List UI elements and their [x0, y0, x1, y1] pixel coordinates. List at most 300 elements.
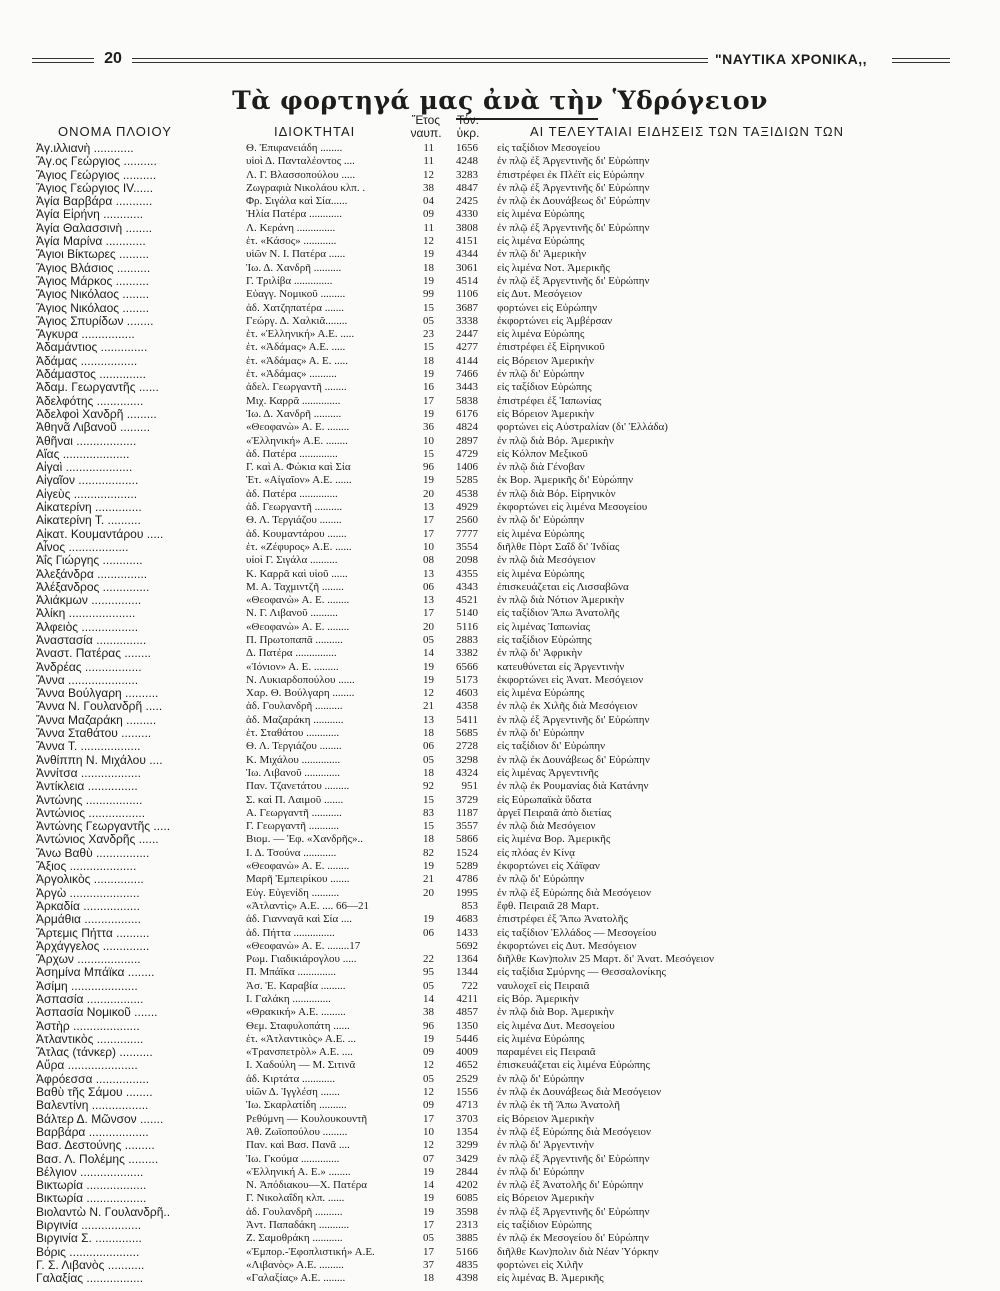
tonnage: 2425 — [456, 195, 478, 208]
tonnage: 1524 — [456, 846, 478, 859]
owner-name: ἑτ. «Ἀδάμας» .......... — [246, 368, 337, 381]
table-row — [0, 1246, 1000, 1259]
voyage-news: εἰς Βόρειον Ἀμερικὴν — [497, 1112, 594, 1125]
owner-name: Ι. Δ. Τσούνα ............ — [246, 846, 337, 859]
ship-name: Ἅγιοι Βίκτωρες ......... — [36, 247, 150, 262]
owner-name: Ι. Γαλάκη .............. — [246, 993, 331, 1005]
tonnage: 1433 — [456, 926, 478, 939]
voyage-news: εἰς Βόρειον Ἀμερικὴν — [497, 1192, 594, 1205]
table-row — [0, 1139, 1000, 1152]
tonnage: 2313 — [456, 1219, 478, 1232]
table-row — [0, 1073, 1000, 1086]
owner-name: υἱοὶ Γ. Σιγάλα .......... — [246, 554, 338, 567]
voyage-news: φορτώνει εἰς Εὐρώπην — [497, 301, 598, 314]
build-year: 15 — [423, 793, 434, 806]
build-year: 16 — [423, 381, 434, 394]
table-row — [0, 355, 1000, 368]
table-row — [0, 368, 1000, 381]
owner-name: Π. Μπάϊκα .............. — [246, 966, 336, 979]
voyage-news: ἐν πλῷ δι' Εὐρώπην — [497, 368, 585, 381]
tonnage: 853 — [461, 899, 478, 912]
owner-name: ἑτ. «Ἑλληνική» Α.Ε. ..... — [246, 328, 355, 341]
owner-name: «Λιβανὸς» Α.Ε. ......... — [246, 1258, 344, 1271]
table-row — [0, 594, 1000, 607]
table-row — [0, 155, 1000, 168]
voyage-news: εἰς ταξίδιον Ἄπω Ἀνατολῆς — [497, 607, 620, 620]
build-year: 13 — [423, 713, 434, 726]
owner-name: ἀδ. Γιανναγᾶ καὶ Σία .... — [246, 913, 353, 926]
table-row — [0, 953, 1000, 966]
voyage-news: ἐν πλῷ διὰ Γένοβαν — [497, 461, 585, 474]
ship-name: Ἀλφειὸς ................. — [36, 619, 139, 634]
tonnage: 3598 — [456, 1205, 478, 1218]
owner-name: Φρ. Σιγάλα καὶ Σία...... — [246, 195, 348, 208]
tonnage: 1364 — [456, 953, 478, 966]
owner-name: Μ. Α. Ταχμιντζῆ ........ — [246, 580, 344, 593]
voyage-news: ἔφθ. Πειραιᾶ 28 Μαρτ. — [497, 899, 599, 912]
owner-name: ἀδ. Μαζαράκη ........... — [246, 713, 344, 726]
ship-name: Ἀντώνης Γεωργαντῆς ..... — [36, 819, 171, 834]
ship-name: Ἀτλαντικὸς .............. — [36, 1031, 144, 1046]
table-row — [0, 767, 1000, 780]
owner-name: ἀδελ. Γεωργαντῆ ........ — [246, 381, 347, 394]
ship-name: Αὔρα ..................... — [36, 1058, 138, 1073]
table-row — [0, 248, 1000, 261]
build-year: 17 — [423, 607, 434, 620]
owner-name: Χαρ. Θ. Βούλγαρη ........ — [246, 687, 355, 700]
voyage-news: κατευθύνεται εἰς Ἀργεντινὴν — [497, 660, 625, 673]
voyage-news: ἐκφορτώνει εἰς Ἀνατ. Μεσόγειον — [497, 673, 644, 686]
ship-name: Ἀδάμαστος .............. — [36, 367, 146, 382]
tonnage: 1187 — [456, 806, 478, 819]
ship-name: Βικτωρία .................. — [36, 1178, 147, 1193]
owner-name: ἑτ. «Ἀδάμας» Α.Ε. ..... — [246, 341, 346, 354]
tonnage: 3382 — [456, 647, 478, 660]
build-year: 14 — [423, 647, 434, 660]
voyage-news: εἰς Βόρ. Ἀμερικὴν — [497, 993, 579, 1005]
ship-name: Ἄρχων ................... — [36, 952, 141, 967]
build-year: 15 — [423, 301, 434, 314]
tonnage: 1344 — [456, 966, 478, 979]
owner-name: ἀδ. Πατέρα .............. — [246, 487, 338, 500]
table-row — [0, 222, 1000, 235]
tonnage: 4514 — [456, 274, 478, 287]
build-year: 96 — [423, 1019, 434, 1032]
owner-name: Λ. Γ. Βλασσοπούλου ..... — [246, 168, 356, 181]
build-year: 19 — [423, 673, 434, 686]
ship-name: Ἀργολικὸς ............... — [36, 872, 144, 887]
voyage-news: ἐκφορτώνει εἰς λιμένα Μεσογείου — [497, 501, 648, 514]
owner-name: Ἰω. Δ. Χανδρῆ .......... — [246, 261, 342, 274]
tonnage: 2844 — [456, 1165, 478, 1178]
voyage-news: εἰς ταξίδιον Μεσογείου — [497, 142, 601, 154]
voyage-news: ἐν πλῷ ἐξ Ἀργεντινῆς δι' Εὐρώπην — [497, 155, 650, 168]
table-row — [0, 235, 1000, 248]
voyage-news: εἰς ταξίδιον Ἑλλάδος — Μεσογείου — [497, 926, 657, 939]
owner-name: «Θεοφανὼ» Α. Ε. ........ — [246, 860, 350, 873]
owner-name: ἀδ. Γουλανδρῆ .......... — [246, 1205, 343, 1218]
tonnage: 5866 — [456, 833, 478, 846]
ship-name: Αἰγαὶ .................... — [36, 460, 133, 475]
build-year: 17 — [423, 527, 434, 540]
owner-name: Θεμ. Σταφυλοπάτη ...... — [246, 1019, 350, 1032]
build-year: 19 — [423, 860, 434, 873]
owner-name: ἀδ. Πήττα ............... — [246, 926, 335, 939]
table-row — [0, 687, 1000, 700]
ship-name: Αἶνος .................. — [36, 539, 129, 554]
tonnage: 1995 — [456, 886, 478, 899]
tonnage: 4929 — [456, 501, 478, 514]
table-row — [0, 501, 1000, 514]
build-year: 37 — [423, 1258, 434, 1271]
build-year: 19 — [423, 1192, 434, 1205]
ship-name: Βόρις ..................... — [36, 1244, 140, 1259]
table-row — [0, 1126, 1000, 1139]
ship-name: Ἄννα Ν. Γουλανδρῆ ..... — [36, 699, 163, 714]
table-row — [0, 528, 1000, 541]
voyage-news: ἐν πλῷ δι' Ἀμερικὴν — [497, 248, 587, 261]
table-row — [0, 568, 1000, 581]
build-year: 83 — [423, 806, 434, 819]
build-year: 05 — [423, 753, 434, 766]
ship-name: Αἰκατερίνη Τ. .......... — [36, 513, 141, 528]
ship-name: Ἀντίκλεια ............... — [36, 779, 138, 794]
tonnage: 4248 — [456, 155, 478, 168]
owner-name: «Ἑλληνική Α. Ε.» ........ — [246, 1165, 351, 1178]
owner-name: Π. Πρωτοπαπᾶ .......... — [246, 633, 343, 646]
build-year: 14 — [423, 993, 434, 1005]
ship-name: Ἀδάμας ................. — [36, 353, 138, 368]
tonnage: 2098 — [456, 554, 478, 567]
ship-name: Βαρβάρα .................. — [36, 1124, 149, 1139]
voyage-news: εἰς λιμένα Βορ. Ἀμερικῆς — [497, 833, 611, 846]
voyage-news: ἐπιστρέφει ἐξ Εἰρηνικοῦ — [497, 341, 605, 354]
tonnage: 3557 — [456, 820, 478, 833]
build-year: 08 — [423, 554, 434, 567]
ship-name: Ἀργὼ ..................... — [36, 885, 140, 900]
table-row — [0, 700, 1000, 713]
tonnage: 3338 — [456, 314, 478, 327]
ship-name: Γαλαξίας ................. — [36, 1271, 144, 1286]
owner-name: «Ἑλληνική» Α.Ε. ........ — [246, 434, 348, 447]
tonnage: 2728 — [456, 740, 478, 753]
owner-name: «Θεοφανὼ» Α. Ε. ........ — [246, 594, 350, 607]
voyage-news: εἰς λιμένας Ἀργεντινῆς — [497, 766, 599, 779]
owner-name: Γ. Νικολαΐδη κλπ. ...... — [246, 1192, 345, 1205]
table-row — [0, 1006, 1000, 1019]
table-row — [0, 993, 1000, 1006]
voyage-news: εἰς λιμένα Εὐρώπης — [497, 235, 585, 248]
ship-name: Ἀγ.ιλλιανὴ ............ — [36, 141, 134, 155]
table-row — [0, 1179, 1000, 1192]
ship-name: Ἅγιος Νικόλαος ........ — [36, 287, 150, 302]
voyage-news: ἐν πλῷ ἐξ Ἀργεντινῆς δι' Εὐρώπην — [497, 713, 650, 726]
tonnage: 7466 — [456, 368, 478, 381]
voyage-news: παραμένει εἰς Πειραιᾶ — [497, 1046, 596, 1059]
table-row — [0, 966, 1000, 979]
voyage-news: ἐν πλῷ ἐξ Ἀργεντινῆς δι' Εὐρώπην — [497, 1205, 650, 1218]
ship-name: Ἀρκαδία ................. — [36, 898, 140, 913]
tonnage: 1350 — [456, 1019, 478, 1032]
column-header-year-line1: Ἔτος — [411, 113, 441, 127]
tonnage: 5289 — [456, 860, 478, 873]
build-year: 38 — [423, 1006, 434, 1019]
table-row — [0, 541, 1000, 554]
build-year: 07 — [423, 1152, 434, 1165]
table-row — [0, 169, 1000, 182]
column-header-ship: ΟΝΟΜΑ ΠΛΟΙΟΥ — [58, 124, 172, 139]
owner-name: ἀδ. Γεωργαντῆ .......... — [246, 501, 343, 514]
voyage-news: εἰς λιμένα Εὐρώπης — [497, 567, 585, 580]
voyage-news: ἐν πλῷ ἐκ Χιλῆς διὰ Μεσόγειον — [497, 700, 638, 713]
table-row — [0, 887, 1000, 900]
table-row — [0, 913, 1000, 926]
table-row — [0, 421, 1000, 434]
ship-name: Ἀστὴρ .................... — [36, 1018, 140, 1033]
owner-name: «Τρανσπετρὸλ» Α.Ε. .... — [246, 1046, 353, 1059]
table-row — [0, 1059, 1000, 1072]
ship-name: Ἄννα ..................... — [36, 672, 139, 687]
owner-name: Γεώργ. Δ. Χαλκιᾶ........ — [246, 314, 348, 327]
table-row — [0, 980, 1000, 993]
header-rule-right — [892, 58, 950, 63]
owner-name: Θ. Λ. Τεργιάζου ........ — [246, 514, 342, 527]
owner-name: Ν. Γ. Λιβανοῦ .......... — [246, 607, 338, 620]
tonnage: 4202 — [456, 1179, 478, 1192]
owner-name: ἀδ. Χατζηπατέρα ....... — [246, 301, 345, 314]
tonnage: 4835 — [456, 1258, 478, 1271]
ship-name: Ἀρμάθια ................. — [36, 912, 141, 927]
ship-name: Ἄννα Τ. .................. — [36, 739, 141, 754]
owner-name: υἱῶν Δ. Ἰγγλέση ....... — [246, 1086, 340, 1099]
table-row — [0, 1046, 1000, 1059]
owner-name: Γ. Γεωργαντῆ ........... — [246, 820, 340, 833]
owner-name: Ν. Λυκιαρδοπούλου ...... — [246, 673, 355, 686]
build-year: 11 — [423, 221, 434, 234]
owner-name: Α. Γεωργαντῆ ........... — [246, 806, 342, 819]
ship-name: Ἀθῆναι .................. — [36, 433, 137, 448]
table-row — [0, 328, 1000, 341]
magazine-name: "ΝΑΥΤΙΚΑ ΧΡΟΝΙΚΑ,, — [712, 51, 870, 67]
ship-name: Ἀντώνης ................. — [36, 792, 143, 807]
owner-name: ἀδ. Κιρτάτα ............ — [246, 1072, 335, 1085]
tonnage: 5116 — [456, 620, 478, 633]
ship-name: Ἁγία Βαρβάρα ........... — [36, 194, 153, 209]
voyage-news: εἰς Κόλπον Μεξικοῦ — [497, 447, 588, 460]
build-year: 99 — [423, 288, 434, 301]
column-header-tons-line2: ὑκρ. — [456, 126, 480, 140]
tonnage: 5411 — [456, 713, 478, 726]
ship-name: Βασ. Δεστούνης ......... — [36, 1138, 155, 1153]
tonnage: 4358 — [456, 700, 478, 713]
tonnage: 4324 — [456, 766, 478, 779]
build-year: 11 — [423, 155, 434, 168]
table-row — [0, 940, 1000, 953]
tonnage: 3061 — [456, 261, 478, 274]
ship-name: Ἄρτεμις Πήττα .......... — [36, 925, 150, 940]
tonnage: 3429 — [456, 1152, 478, 1165]
tonnage: 2529 — [456, 1072, 478, 1085]
build-year: 14 — [423, 1179, 434, 1192]
build-year: 13 — [423, 594, 434, 607]
tonnage: 4847 — [456, 181, 478, 194]
voyage-news: ἐπιστρέφει ἐξ Ἰαπωνίας — [497, 394, 602, 407]
running-header — [32, 50, 950, 72]
tonnage: 3299 — [456, 1139, 478, 1152]
owner-name: Ἑτ. «Αἰγαῖον» Α.Ε. ...... — [246, 474, 352, 487]
page-number: 20 — [97, 50, 129, 68]
owner-name: «Θεοφανὼ» Α. Ε. ........ — [246, 620, 350, 633]
tonnage: 1406 — [456, 461, 478, 474]
ship-name: Βασ. Λ. Πολέμης ......... — [36, 1151, 159, 1166]
tonnage: 4521 — [456, 594, 478, 607]
owner-name: Σ. καὶ Π. Λαιμοῦ ....... — [246, 793, 344, 806]
owner-name: Ἀθ. Ζωϊοπούλου ......... — [246, 1125, 348, 1138]
table-row — [0, 461, 1000, 474]
ship-name: Ἄννα Σταθάτου ......... — [36, 726, 152, 741]
owner-name: ἑτ. «Ζέφυρος» Α.Ε. ...... — [246, 540, 352, 553]
build-year: 19 — [423, 248, 434, 261]
ship-name: Ἀντώνιος Χανδρῆς ...... — [36, 832, 159, 847]
table-row — [0, 647, 1000, 660]
build-year: 09 — [423, 1046, 434, 1059]
table-row — [0, 315, 1000, 328]
ship-table — [0, 142, 1000, 1286]
tonnage: 4330 — [456, 208, 478, 221]
table-row — [0, 1192, 1000, 1205]
voyage-news: ναυλοχεῖ εἰς Πειραιᾶ — [497, 979, 590, 992]
tonnage: 4211 — [456, 993, 478, 1005]
ship-name: Ἀθηνᾶ Λιβανοῦ ......... — [36, 420, 151, 435]
build-year: 36 — [423, 421, 434, 434]
owner-name: «Ἐμπορ.-Ἐφοπλιστική» Α.Ε. — [246, 1245, 375, 1258]
ship-name: Αἰγεὺς ................... — [36, 486, 138, 501]
owner-name: ἀδ. Κουμαντάρου ....... — [246, 527, 347, 540]
owner-name: Κ. Μιχάλου .............. — [246, 753, 341, 766]
voyage-news: ἐν πλῷ ἐκ Ρουμανίας διὰ Κατάνην — [497, 780, 649, 793]
ship-name: Ἀφρόεσσα ................ — [36, 1071, 150, 1086]
ship-name: Ἄννα Μαζαράκη ......... — [36, 712, 157, 727]
voyage-news: εἰς Δυτ. Μεσόγειον — [497, 288, 583, 301]
build-year: 19 — [423, 1205, 434, 1218]
tonnage: 4151 — [456, 235, 478, 248]
tonnage: 7777 — [456, 527, 478, 540]
voyage-news: εἰς λιμένας Ἰαπωνίας — [497, 620, 590, 633]
ship-name: Βαλεντίνη ................. — [36, 1098, 149, 1113]
ship-name: Ἀλίκη .................... — [36, 606, 136, 621]
voyage-news: ἐν πλῷ ἐκ Δουνάβεως διὰ Μεσόγειον — [497, 1086, 662, 1099]
build-year: 04 — [423, 195, 434, 208]
ship-name: Βέλγιον ................... — [36, 1164, 144, 1179]
tonnage: 4857 — [456, 1006, 478, 1019]
table-row — [0, 474, 1000, 487]
table-row — [0, 807, 1000, 820]
page-title: Τὰ φορτηγά μας ἀνὰ τὴν Ὑδρόγειον — [232, 86, 768, 115]
build-year: 05 — [423, 1232, 434, 1245]
voyage-news: ἐπισκευάζεται εἰς λιμένα Εὐρώπης — [497, 1059, 650, 1072]
ship-name: Βαθὺ τῆς Σάμου ........ — [36, 1085, 153, 1100]
build-year: 19 — [423, 368, 434, 381]
build-year: 05 — [423, 633, 434, 646]
ship-name: Αἰκατερίνη .............. — [36, 500, 142, 515]
owner-name: Γ. Τριλίβα .............. — [246, 274, 333, 287]
ship-name: Ἀλεξάνδρα ............... — [36, 566, 148, 581]
voyage-news: εἰς Εὐρωπαϊκὰ ὕδατα — [497, 793, 592, 806]
ship-name: Βικτωρία .................. — [36, 1191, 147, 1206]
ship-name: Ἀναστασία ............... — [36, 632, 147, 647]
build-year: 18 — [423, 354, 434, 367]
ship-name: Ἀσπασία ................. — [36, 992, 144, 1006]
voyage-news: ἐν πλῷ ἐξ Εὐρώπης διὰ Μεσόγειον — [497, 886, 652, 899]
build-year: 12 — [423, 687, 434, 700]
build-year: 12 — [423, 1086, 434, 1099]
owner-name: «Θεοφανὼ» Α. Ε. ........17 — [246, 939, 361, 952]
tonnage: 5838 — [456, 394, 478, 407]
table-row — [0, 581, 1000, 594]
table-row — [0, 727, 1000, 740]
table-row — [0, 302, 1000, 315]
owner-name: «Γαλαξίας» Α.Ε. ........ — [246, 1272, 346, 1285]
tonnage: 5685 — [456, 727, 478, 740]
ship-name: Ἄνω Βαθὺ ................ — [36, 845, 150, 860]
build-year: 18 — [423, 1272, 434, 1285]
build-year: 12 — [423, 1059, 434, 1072]
owner-name: Γ. καὶ Α. Φώκια καὶ Σία — [246, 461, 351, 474]
ship-name: Ἀδελφοὶ Χανδρῆ ......... — [36, 406, 157, 421]
build-year: 10 — [423, 434, 434, 447]
build-year: 12 — [423, 1139, 434, 1152]
voyage-news: ἐκφορτώνει εἰς Ἀμβέρσαν — [497, 314, 613, 327]
voyage-news: εἰς λιμένας Β. Ἀμερικῆς — [497, 1272, 604, 1285]
voyage-news: ἐν πλῷ ἐξ Εὐρώπης διὰ Μεσόγειον — [497, 1125, 652, 1138]
voyage-news: ἐν πλῷ ἐξ Ἀνατολῆς δι' Εὐρώπην — [497, 1179, 644, 1192]
tonnage: 722 — [461, 979, 478, 992]
voyage-news: ἐν πλῷ δι' Ἀργεντινὴν — [497, 1139, 594, 1152]
table-row — [0, 1219, 1000, 1232]
tonnage: 6085 — [456, 1192, 478, 1205]
tonnage: 1556 — [456, 1086, 478, 1099]
owner-name: Θ. Ἐπιφανειάδη ........ — [246, 142, 343, 154]
build-year: 23 — [423, 328, 434, 341]
build-year: 13 — [423, 501, 434, 514]
voyage-news: εἰς λιμένα Εὐρώπης — [497, 527, 585, 540]
tonnage: 2560 — [456, 514, 478, 527]
owner-name: ἑτ. «Κάσος» ............ — [246, 235, 337, 248]
tonnage: 4729 — [456, 447, 478, 460]
table-row — [0, 1259, 1000, 1272]
ship-name: Ἅγιος Βλάσιος .......... — [36, 260, 151, 275]
table-row — [0, 661, 1000, 674]
build-year: 20 — [423, 620, 434, 633]
table-row — [0, 740, 1000, 753]
table-row — [0, 1086, 1000, 1099]
build-year: 17 — [423, 1112, 434, 1125]
owner-name: Ἰω. Λιβανοῦ ............. — [246, 766, 341, 779]
ship-name: Ἄτλας (τάνκερ) .......... — [36, 1045, 153, 1060]
table-row — [0, 262, 1000, 275]
voyage-news: εἰς ταξίδιον δι' Εὐρώπην — [497, 740, 606, 753]
build-year: 21 — [423, 873, 434, 886]
voyage-news: ἐν πλῷ ἐξ Ἀργεντινῆς δι' Εὐρώπην — [497, 274, 650, 287]
voyage-news: ἐκ Βορ. Ἀμερικῆς δι' Εὐρώπην — [497, 474, 634, 487]
build-year: 20 — [423, 487, 434, 500]
tonnage: 4398 — [456, 1272, 478, 1285]
build-year: 06 — [423, 740, 434, 753]
build-year: 19 — [423, 407, 434, 420]
voyage-news: ἐκφορτώνει εἰς Χάϊφαν — [497, 860, 600, 873]
tonnage: 5692 — [456, 939, 478, 952]
ship-name: Ἅγ.ος Γεώργιος .......... — [36, 154, 157, 169]
